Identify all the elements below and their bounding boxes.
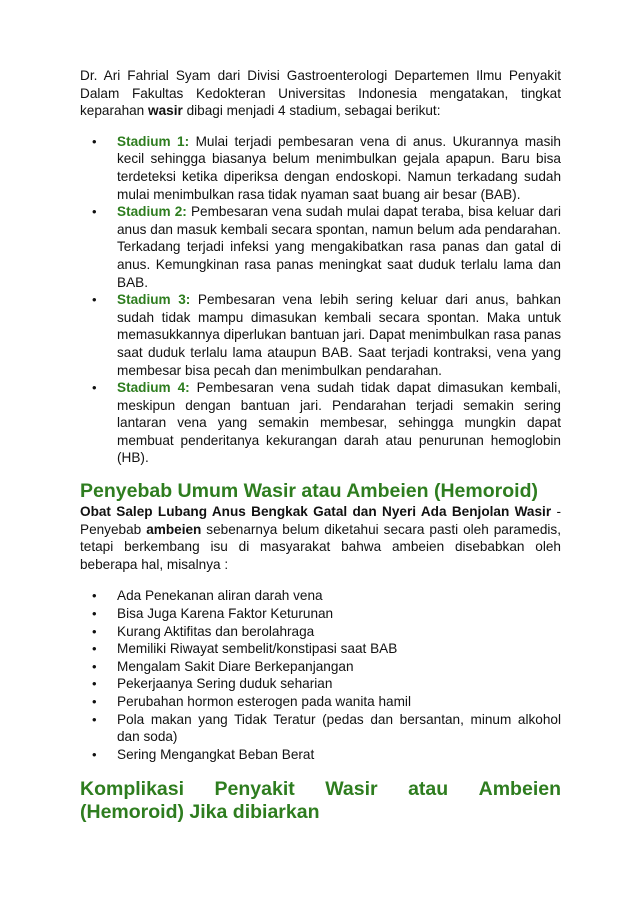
stadium-list — [80, 133, 561, 467]
cause-item — [80, 693, 561, 711]
bullet-icon: • — [92, 623, 97, 639]
cause-item — [80, 587, 561, 605]
document-page — [80, 67, 561, 824]
heading-word: Wasir — [325, 778, 378, 801]
stadium-item-3 — [80, 291, 561, 379]
cause-text: Ada Penekanan aliran darah vena — [117, 588, 323, 604]
cause-item — [80, 658, 561, 676]
cause-item — [80, 605, 561, 623]
causes-text-a: - Penyebab — [80, 504, 561, 537]
cause-item — [80, 746, 561, 764]
bullet-icon: • — [92, 694, 97, 709]
intro-bold-wasir: wasir — [148, 103, 183, 119]
heading-word: Ambeien — [478, 778, 561, 801]
heading-line-2: (Hemoroid) Jika dibiarkan — [80, 801, 320, 824]
cause-text: Perubahan hormon esterogen pada wanita hamil — [117, 694, 411, 709]
cause-item — [80, 711, 561, 746]
causes-paragraph — [80, 503, 561, 573]
causes-bold-lead: Obat Salep Lubang Anus Bengkak Gatal dan Nyeri Ada Benjolan Wasir — [80, 504, 552, 520]
stadium-label: Stadium 1: — [117, 133, 190, 149]
bullet-icon: • — [92, 204, 97, 220]
cause-text: Memiliki Riwayat sembelit/konstipasi saat BAB — [117, 641, 398, 657]
bullet-icon: • — [92, 746, 97, 762]
stadium-item-2 — [80, 203, 561, 291]
cause-text: Bisa Juga Karena Faktor Keturunan — [117, 606, 334, 622]
cause-text: Pola makan yang Tidak Teratur (pedas dan bersantan, minum alkohol dan soda) — [117, 711, 561, 745]
heading-word: Komplikasi — [80, 778, 185, 801]
section-heading-complications — [80, 778, 561, 824]
bullet-icon: • — [92, 292, 97, 308]
causes-list — [80, 587, 561, 763]
stadium-text: Pembesaran vena sudah tidak dapat dimasukan kembali, meskipun dengan bantuan jari. Pendarahan terjadi semakin sering lantaran vena yang semakin membesar, sehingga mungkin dapat membuat penderitanya kekurangan darah atau penurunan hemoglobin (HB). — [117, 380, 561, 466]
intro-text-start: Dr. Ari Fahrial Syam dari Divisi Gastroenterologi Departemen Ilmu Penyakit Dalam Fakultas Kedokteran Universitas Indonesia mengatakan, tingkat keparahan — [80, 68, 561, 119]
cause-text: Pekerjaanya Sering duduk seharian — [117, 676, 333, 692]
cause-text: Kurang Aktifitas dan berolahraga — [117, 623, 315, 639]
causes-text-b: sebenarnya belum diketahui secara pasti oleh paramedis, tetapi berkembang isu di masyarakat bahwa ambeien disebabkan oleh beberapa hal, misalnya : — [80, 521, 561, 572]
heading-line-1 — [80, 778, 561, 801]
intro-text-end: dibagi menjadi 4 stadium, sebagai berikut: — [182, 103, 441, 119]
bullet-icon: • — [92, 658, 97, 674]
cause-text: Mengalam Sakit Diare Berkepanjangan — [117, 658, 354, 674]
stadium-item-1 — [80, 133, 561, 203]
bullet-icon: • — [92, 676, 97, 692]
bullet-icon: • — [92, 588, 97, 604]
stadium-label: Stadium 3: — [117, 292, 191, 308]
stadium-text: Pembesaran vena lebih sering keluar dari anus, bahkan sudah tidak mampu dimasukan kembali secara spontan. Maka untuk memasukkannya diperlukan bantuan jari. Dapat menimbulkan rasa panas saat duduk terlalu lama ataupun BAB. Saat terjadi kontraksi, vena yang membesar bisa pecah dan menimbulkan pendarahan. — [117, 292, 561, 378]
causes-bold-ambeien: ambeien — [146, 521, 202, 537]
stadium-text: Mulai terjadi pembesaran vena di anus. Ukurannya masih kecil sehingga biasanya belum menimbulkan gejala apapun. Baru bisa terdeteksi ketika diperiksa dengan endoskopi. Namun terkadang sudah mulai menimbulkan rasa tidak nyaman saat buang air besar (BAB). — [117, 133, 561, 202]
bullet-icon: • — [92, 606, 97, 622]
cause-item — [80, 640, 561, 658]
bullet-icon: • — [92, 380, 97, 396]
bullet-icon: • — [92, 641, 97, 657]
bullet-icon: • — [92, 133, 97, 149]
heading-word: atau — [408, 778, 449, 801]
cause-item — [80, 675, 561, 693]
cause-text: Sering Mengangkat Beban Berat — [117, 746, 315, 762]
intro-paragraph — [80, 67, 561, 120]
stadium-text: Pembesaran vena sudah mulai dapat teraba, bisa keluar dari anus dan masuk kembali secara spontan, namun belum ada pendarahan. Terkadang terjadi infeksi yang mengakibatkan rasa panas dan gatal di anus. Kemungkinan rasa panas meningkat saat duduk terlalu lama dan BAB. — [117, 204, 561, 290]
stadium-item-4 — [80, 379, 561, 467]
heading-word: Penyakit — [214, 778, 295, 801]
stadium-label: Stadium 2: — [117, 204, 187, 220]
stadium-label: Stadium 4: — [117, 380, 190, 396]
bullet-icon: • — [92, 711, 97, 727]
cause-item — [80, 623, 561, 641]
section-heading-causes: Penyebab Umum Wasir atau Ambeien (Hemoroid) — [80, 480, 538, 503]
